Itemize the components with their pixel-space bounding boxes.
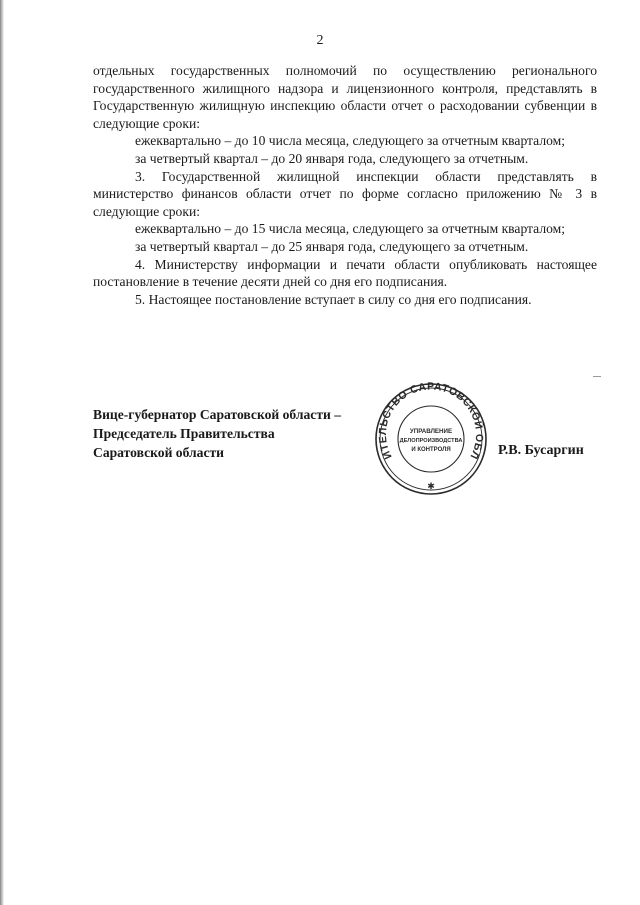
signatory-title (93, 405, 393, 462)
scan-mark (593, 376, 601, 377)
paragraph-quarterly-deadline-2: ежеквартально – до 15 числа месяца, следующего за отчетным кварталом; (135, 221, 566, 237)
paragraph-continued: отдельных государственных полномочий по осуществлению регионального государственного жилищного надзора и лицензионного контроля, представлять в Государственную жилищную инспекцию области отчет о расходовании субвенции в следующие сроки: (93, 63, 597, 131)
paragraph-q4-deadline-2: за четвертый квартал – до 25 января года, следующего за отчетным. (135, 238, 529, 254)
paragraph-item-4: 4. Министерству информации и печати области опубликовать настоящее постановление в течение десяти дней со дня его подписания. (93, 256, 597, 290)
signatory-name: Р.В. Бусаргин (498, 443, 584, 458)
official-stamp (370, 381, 492, 497)
stamp-inner-line-3: И КОНТРОЛЯ (411, 447, 451, 453)
paragraph-item-3: 3. Государственной жилищной инспекции области представлять в министерство финансов области отчет по форме согласно приложению № 3 в следующие сроки: (93, 168, 597, 219)
stamp-inner-line-1: УПРАВЛЕНИЕ (409, 428, 453, 435)
paragraph-item-5: 5. Настоящее постановление вступает в силу со дня его подписания. (135, 291, 532, 307)
paragraph-quarterly-deadline-1: ежеквартально – до 10 числа месяца, следующего за отчетным кварталом; (135, 133, 566, 149)
document-body (93, 62, 597, 308)
stamp-star-icon: ✱ (427, 482, 435, 492)
stamp-inner-line-2: ДЕЛОПРОИЗВОДСТВА (399, 438, 463, 444)
paragraph-q4-deadline-1: за четвертый квартал – до 20 января года, следующего за отчетным. (135, 150, 529, 166)
signatory-title-line-2: Председатель Правительства (93, 426, 275, 441)
scan-edge (0, 0, 4, 905)
stamp-outer-text: ИТЕЛЬСТВО САРАТОВСКОЙ ОБЛ (376, 381, 486, 462)
page-number: 2 (316, 33, 324, 48)
signatory-title-line-3: Саратовской области (93, 445, 225, 460)
signatory-title-line-1: Вице-губернатор Саратовской области – (93, 407, 342, 422)
